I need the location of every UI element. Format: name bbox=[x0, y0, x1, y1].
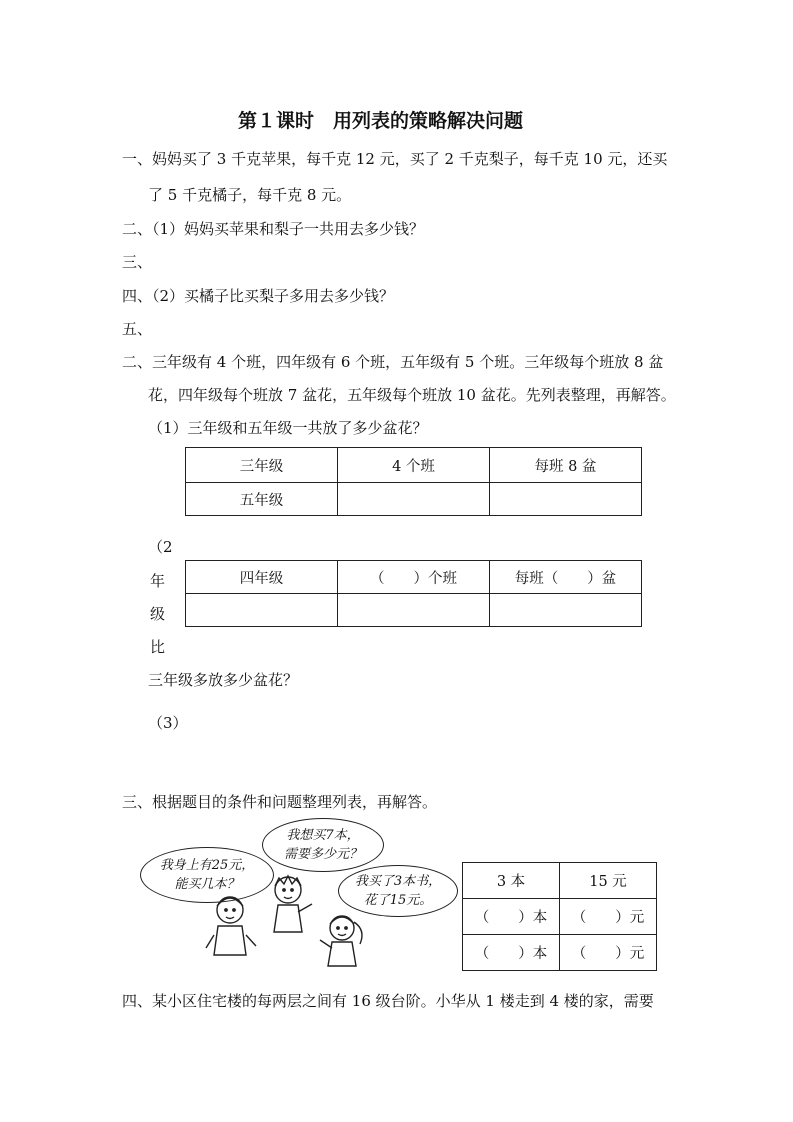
table-cell: 每班 8 盆 bbox=[490, 448, 642, 483]
child-right-figure bbox=[320, 916, 362, 966]
bubble-text: 我想买7本， bbox=[286, 828, 360, 843]
table-cell bbox=[338, 483, 490, 516]
bubble-text: 能买几本？ bbox=[174, 877, 240, 892]
q2-sub-1: （1）三年级和五年级一共放了多少盆花？ bbox=[148, 419, 428, 437]
q1-answer-5: 五、 bbox=[122, 320, 153, 338]
q3-line: 三、根据题目的条件和问题整理列表，再解答。 bbox=[122, 793, 438, 811]
children-illustration bbox=[200, 860, 380, 970]
bubble-text: 花了15元。 bbox=[363, 893, 433, 908]
child-left-figure bbox=[206, 897, 256, 955]
table-books bbox=[462, 862, 657, 971]
table-cell: 3 本 bbox=[463, 863, 560, 899]
table-cell: （ ）本 bbox=[463, 935, 560, 971]
q2-line-1: 二、三年级有 4 个班，四年级有 6 个班，五年级有 5 个班。三年级每个班放 8 盆 bbox=[122, 353, 664, 371]
q1-line-2: 了 5 千克橘子，每千克 8 元。 bbox=[148, 186, 352, 204]
table-cell: （ ）元 bbox=[560, 899, 657, 935]
q1-line-1: 一、妈妈买了 3 千克苹果，每千克 12 元，买了 2 千克梨子，每千克 10 元，还买 bbox=[122, 150, 668, 168]
table-cell: 每班（ ）盆 bbox=[490, 561, 642, 594]
table-cell: 五年级 bbox=[186, 483, 338, 516]
q2-sub-2-rest: 三年级多放多少盆花？ bbox=[148, 671, 299, 689]
bubble-text: 我买了3本书， bbox=[354, 874, 442, 889]
bubble-text: 我身上有25元， bbox=[159, 858, 255, 873]
table-cell: 四年级 bbox=[186, 561, 338, 594]
table-cell: 15 元 bbox=[560, 863, 657, 899]
table-grade4 bbox=[185, 560, 642, 627]
table-cell: 4 个班 bbox=[338, 448, 490, 483]
table-cell: （ ）本 bbox=[463, 899, 560, 935]
q4-line: 四、某小区住宅楼的每两层之间有 16 级台阶。小华从 1 楼走到 4 楼的家，需要 bbox=[122, 992, 654, 1010]
table-grade3-grade5 bbox=[185, 447, 642, 516]
table-cell bbox=[490, 483, 642, 516]
q2-sub-2-char-2: 级 bbox=[150, 605, 166, 623]
table-cell bbox=[186, 594, 338, 627]
q1-answer-3: 三、 bbox=[122, 253, 153, 271]
page-title: 第１课时 用列表的策略解决问题 bbox=[238, 110, 524, 132]
q2-sub-2-char-1: 年 bbox=[150, 572, 166, 590]
q2-sub-2-char-3: 比 bbox=[150, 638, 166, 656]
bubble-text: 需要多少元？ bbox=[283, 847, 362, 862]
table-cell bbox=[338, 594, 490, 627]
q2-sub-2-fragment: （2 bbox=[148, 538, 173, 556]
q1-sub-1: 二、（1）妈妈买苹果和梨子一共用去多少钱？ bbox=[122, 220, 425, 238]
table-cell: （ ）元 bbox=[560, 935, 657, 971]
table-cell: （ ）个班 bbox=[338, 561, 490, 594]
q1-sub-2: 四、（2）买橘子比买梨子多用去多少钱？ bbox=[122, 287, 395, 305]
table-cell bbox=[490, 594, 642, 627]
table-cell: 三年级 bbox=[186, 448, 338, 483]
child-middle-figure bbox=[274, 876, 312, 932]
q2-line-2: 花，四年级每个班放 7 盆花，五年级每个班放 10 盆花。先列表整理，再解答。 bbox=[148, 386, 676, 404]
q2-sub-3: （3） bbox=[148, 714, 188, 732]
